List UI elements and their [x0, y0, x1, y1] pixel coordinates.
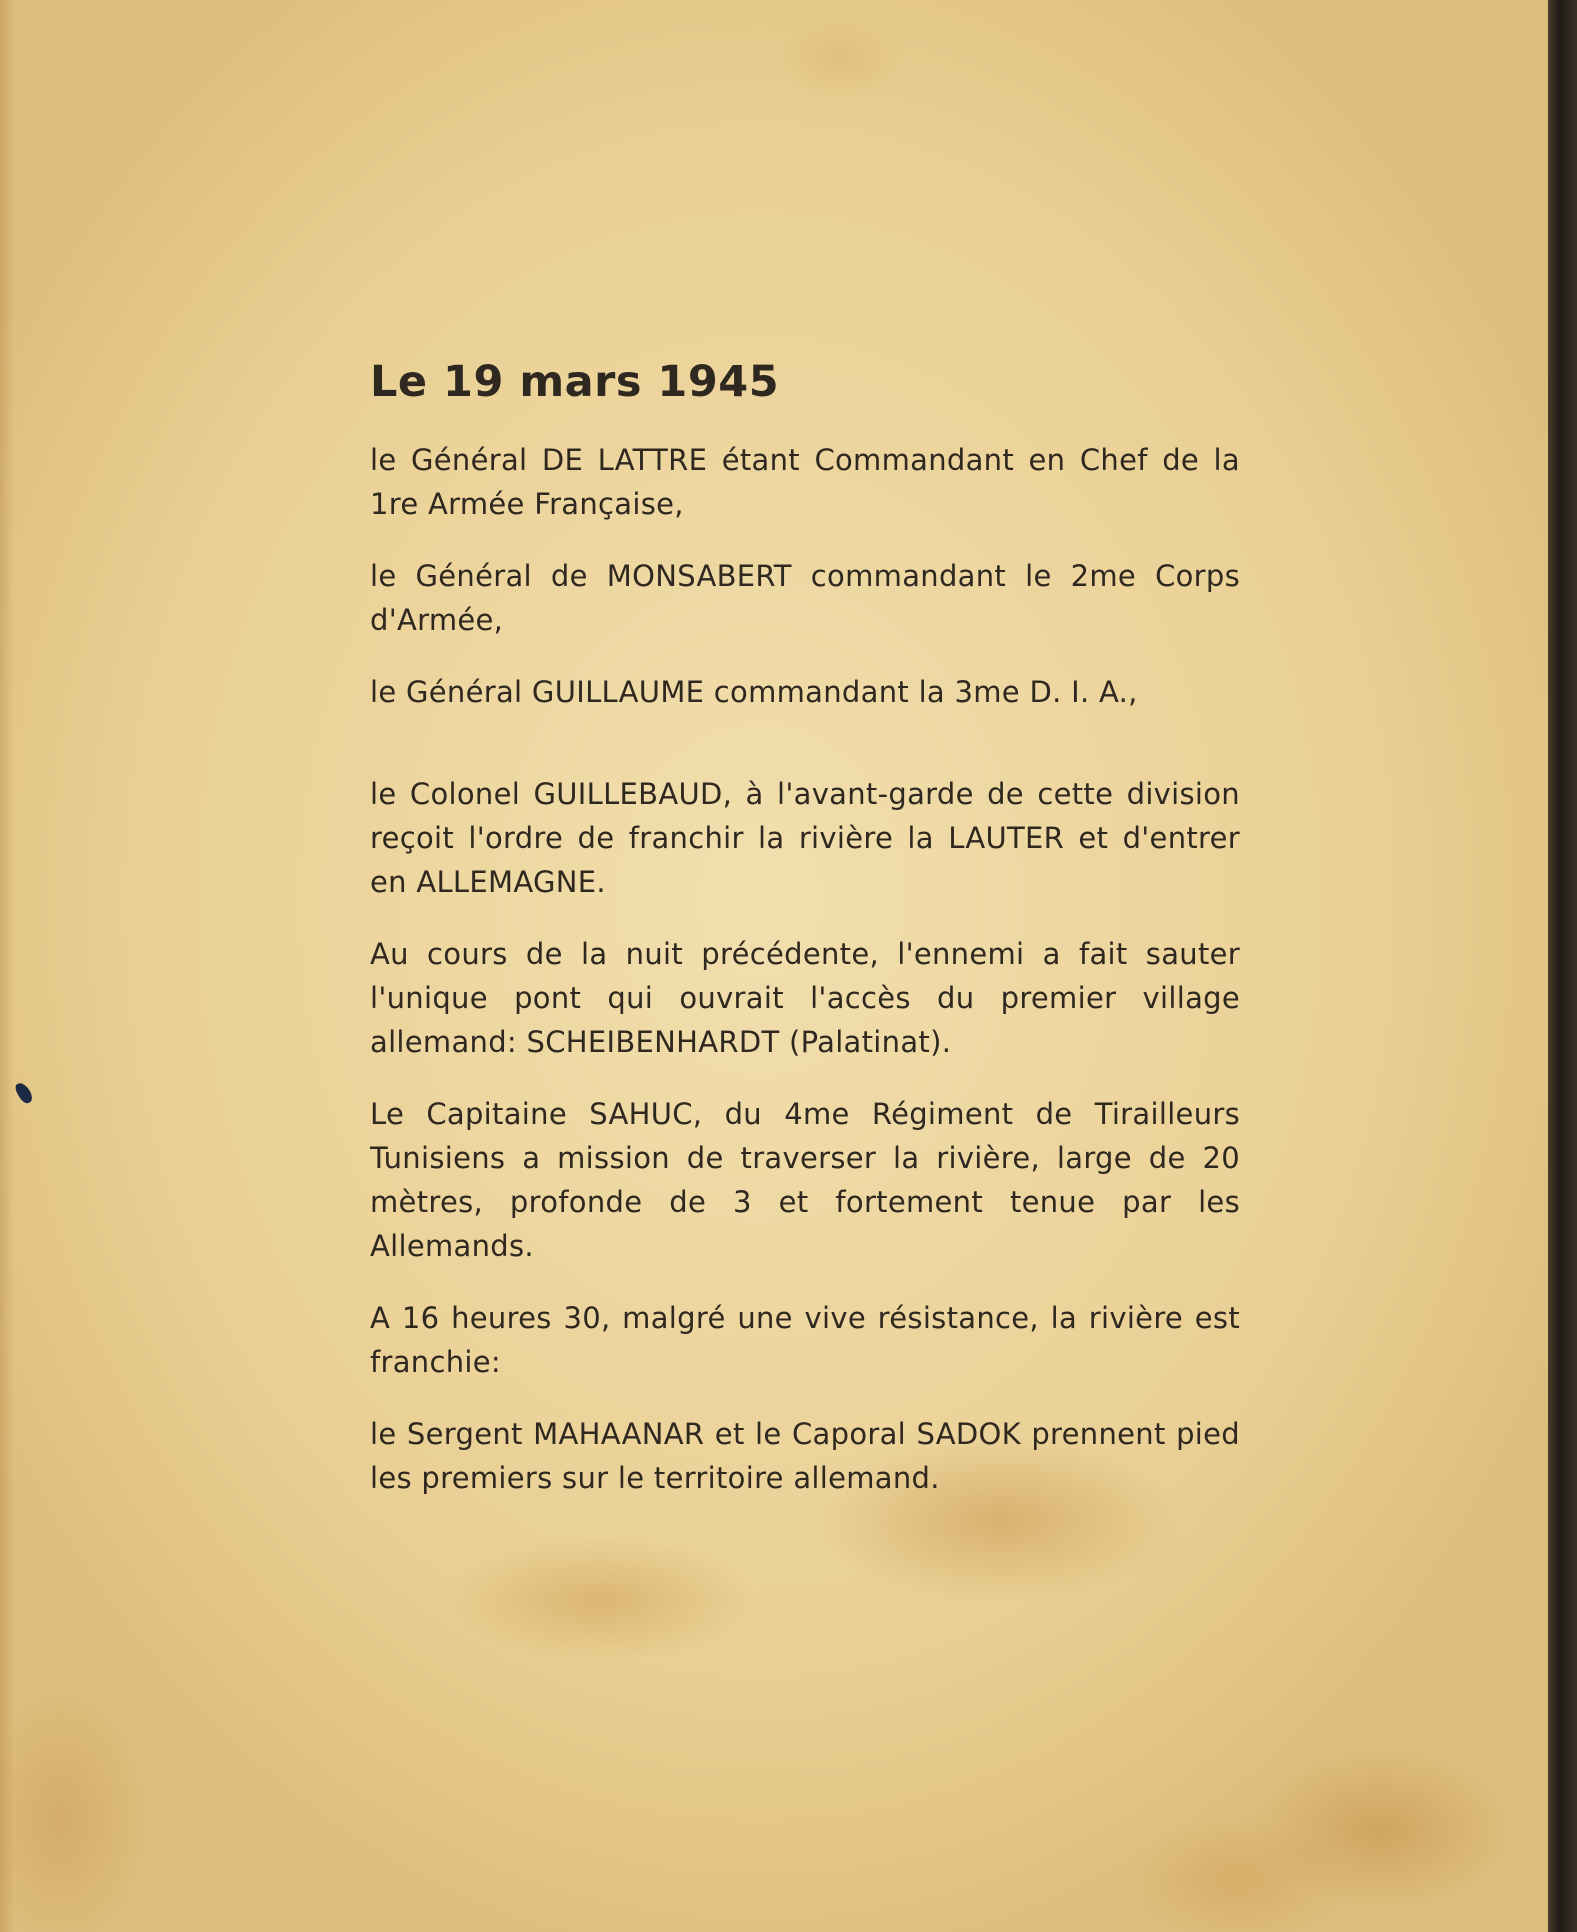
page-edge-shadow [0, 0, 14, 1932]
paragraph-de-lattre: le Général DE LATTRE étant Commandant en Chef de la 1re Armée Française, [370, 443, 1240, 521]
paragraph-sergent: le Sergent MAHAANAR et le Caporal SADOK prennent pied les premiers sur le territoire allemand. [370, 1417, 1240, 1495]
paragraph-monsabert: le Général de MONSABERT commandant le 2me Corps d'Armée, [370, 559, 1240, 637]
paragraph-guillaume: le Général GUILLAUME commandant la 3me D. I. A., [370, 675, 1138, 709]
paragraph-sahuc: Le Capitaine SAHUC, du 4me Régiment de Tirailleurs Tunisiens a mission de traverser la rivière, large de 20 mètres, profonde de 3 et fortement tenue par les Allemands. [370, 1097, 1240, 1263]
document-title: Le 19 mars 1945 [370, 357, 780, 407]
paragraph-guillebaud: le Colonel GUILLEBAUD, à l'avant-garde de cette division reçoit l'ordre de franchir la rivière la LAUTER et d'entrer en ALLEMAGNE. [370, 777, 1240, 899]
document-body [370, 352, 1240, 1528]
paragraph-pont: Au cours de la nuit précédente, l'ennemi a fait sauter l'unique pont qui ouvrait l'accès du premier village allemand: SCHEIBENHARDT (Palatinat). [370, 937, 1240, 1059]
binding-spine [1548, 0, 1577, 1932]
ink-spot [13, 1080, 34, 1105]
paragraph-franchie: A 16 heures 30, malgré une vive résistance, la rivière est franchie: [370, 1301, 1240, 1379]
